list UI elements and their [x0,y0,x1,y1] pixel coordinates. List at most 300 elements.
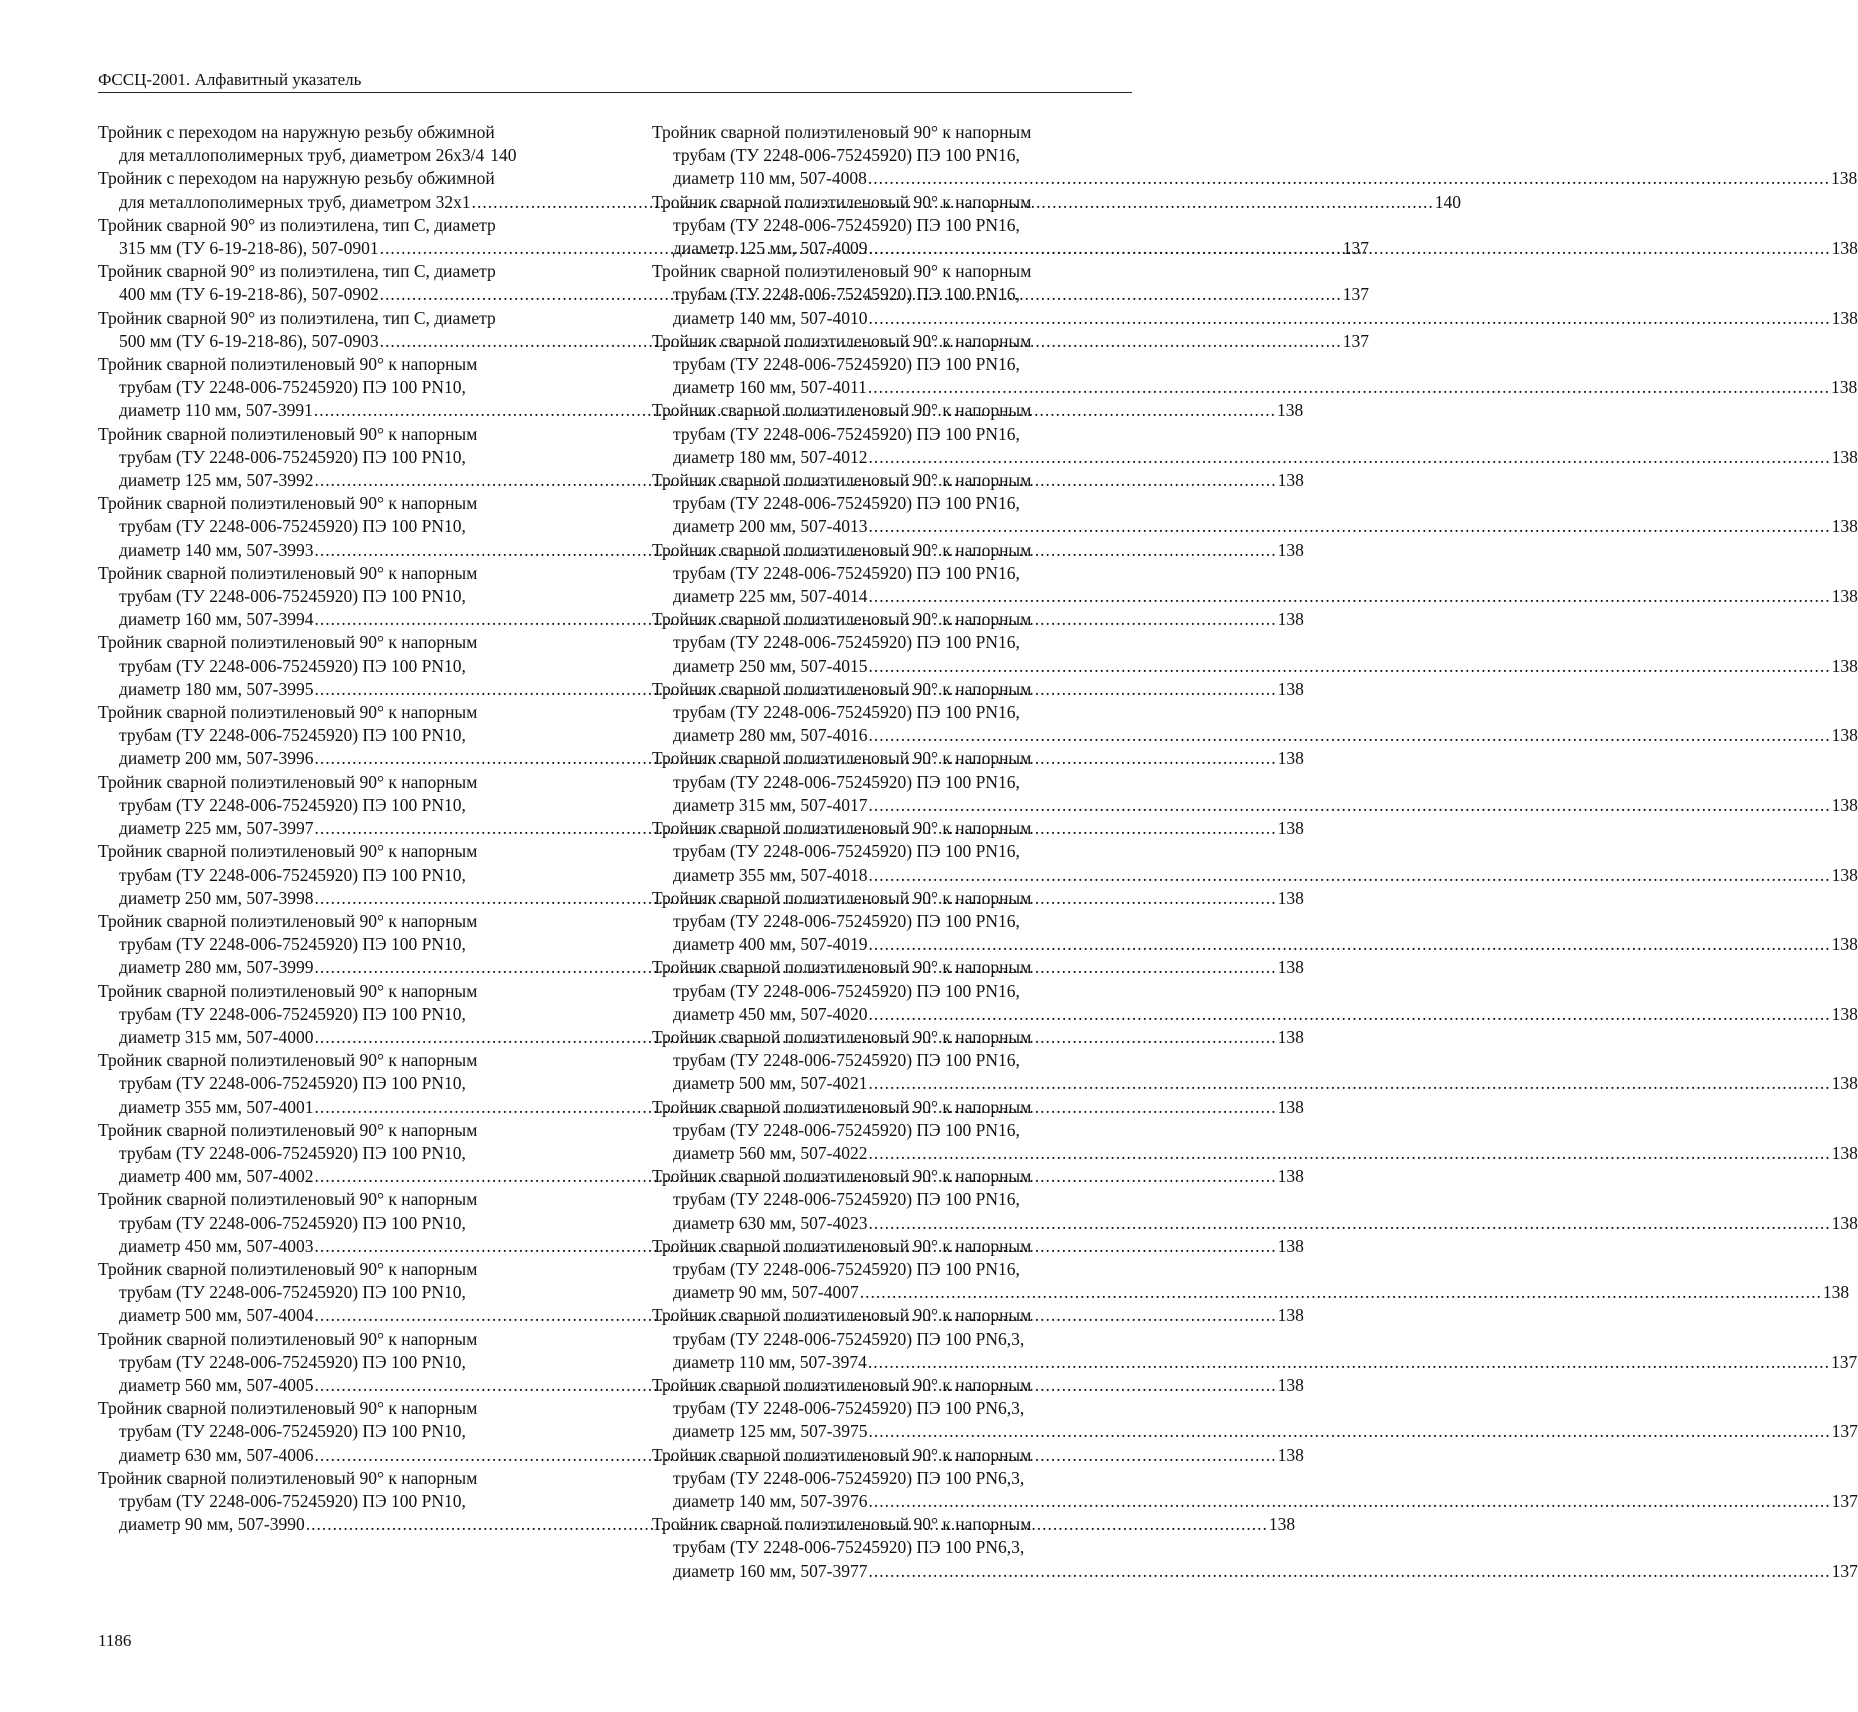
dot-leader [868,724,1830,747]
index-entry-text: диаметр 90 мм, 507-3990 [119,1514,305,1535]
dot-leader [868,1072,1830,1095]
index-entry-text: диаметр 160 мм, 507-3994 [119,609,314,630]
index-entry-text: Тройник сварной полиэтиленовый 90° к напорным [98,702,478,723]
index-entry-text: диаметр 110 мм, 507-3974 [673,1351,867,1372]
index-entry-line [98,353,590,376]
index-entry-text: диаметр 160 мм, 507-4011 [673,377,867,398]
index-entry-text: диаметр 400 мм, 507-4002 [119,1166,314,1187]
index-entry-text: Тройник сварной полиэтиленовый 90° к напорным [98,1398,478,1419]
index-entry-line [98,492,590,515]
index-entry [652,678,1858,748]
index-entry-line [652,1212,1858,1235]
index-entry-line [652,283,1144,306]
index-entry-text: 315 мм (ТУ 6-19-218-86), 507-0901 [119,238,379,259]
index-entry [652,747,1858,817]
index-entry-page: 137 [1830,1351,1858,1372]
index-entry-page: 138 [1830,168,1858,189]
dot-leader [868,1351,1830,1374]
index-entry-text: трубам (ТУ 2248-006-75245920) ПЭ 100 PN16, [673,632,1020,653]
index-entry-page: 140 [490,145,517,166]
index-entry-page: 137 [1342,330,1369,351]
index-entry-text: трубам (ТУ 2248-006-75245920) ПЭ 100 PN10, [119,1212,466,1233]
index-entry-page: 138 [1831,864,1858,885]
index-entry-line [652,1049,1144,1072]
index-entry-page: 138 [1277,539,1304,560]
index-entry-text: Тройник с переходом на наружную резьбу обжимной [98,168,495,189]
index-entry-line [652,1281,1850,1304]
index-entry-page: 138 [1268,1514,1296,1535]
index-entry-line [652,214,1144,237]
index-entry-text: трубам (ТУ 2248-006-75245920) ПЭ 100 PN6,3, [673,1398,1025,1419]
index-entry-text: Тройник с переходом на наружную резьбу обжимной [98,122,495,142]
dot-leader [868,1490,1830,1513]
index-entry-text: Тройник сварной полиэтиленовый 90° к напорным [98,493,478,514]
index-entry-text: Тройник сварной полиэтиленовый 90° к напорным [98,423,478,444]
index-entry-line [652,469,1144,492]
index-entry-line [652,399,1144,422]
index-entry-text: диаметр 280 мм, 507-3999 [119,957,314,978]
index-entry-text: диаметр 400 мм, 507-4019 [673,934,868,955]
index-entry-text: трубам (ТУ 2248-006-75245920) ПЭ 100 PN10, [119,655,466,676]
index-entry-text: Тройник сварной полиэтиленовый 90° к напорным [98,1467,478,1488]
index-entry-page: 138 [1831,725,1858,746]
index-entry-text: Тройник сварной полиэтиленовый 90° к напорным [98,1050,478,1071]
index-entry-line [98,701,590,724]
index-entry-text: трубам (ТУ 2248-006-75245920) ПЭ 100 PN10, [119,1282,466,1303]
index-entry-text: трубам (ТУ 2248-006-75245920) ПЭ 100 PN10, [119,1003,466,1024]
index-entry-line [652,585,1858,608]
index-entry-text: Тройник сварной 90° из полиэтилена, тип С, диаметр [98,261,496,282]
index-entry [652,539,1858,609]
index-entry-line [652,562,1144,585]
index-entry-text: трубам (ТУ 2248-006-75245920) ПЭ 100 PN10, [119,725,466,746]
index-entry-text: Тройник сварной полиэтиленовый 90° к напорным [652,678,1032,699]
index-entry-text: диаметр 315 мм, 507-4000 [119,1026,314,1047]
index-entry-page: 138 [1277,748,1304,769]
index-entry-line [98,214,590,237]
index-entry-line [652,794,1858,817]
page-number: 1186 [98,1631,132,1650]
index-entry-page: 137 [1831,1560,1858,1581]
index-entry-line [652,307,1858,330]
index-entry-line [652,631,1144,654]
index-entry-line [98,1049,590,1072]
index-entry-text: Тройник сварной полиэтиленовый 90° к напорным [652,122,1032,142]
index-entry-line [652,1235,1144,1258]
index-entry-line [652,1374,1144,1397]
index-entry-line [98,167,590,190]
index-entry-text: Тройник сварной полиэтиленовый 90° к напорным [98,562,478,583]
index-entry [652,1235,1850,1305]
index-entry-line [652,539,1144,562]
index-entry-line [652,1397,1144,1420]
index-entry-line [652,1351,1858,1374]
index-entry-text: трубам (ТУ 2248-006-75245920) ПЭ 100 PN10, [119,1351,466,1372]
index-entry-line [98,864,590,887]
dot-leader [868,655,1830,678]
dot-leader [860,1281,1822,1304]
index-entry-text: Тройник сварной полиэтиленовый 90° к напорным [652,191,1032,212]
index-entry-text: диаметр 355 мм, 507-4001 [119,1096,314,1117]
index-entry-page: 138 [1277,1166,1304,1187]
index-entry-text: Тройник сварной полиэтиленовый 90° к напорным [98,354,478,375]
index-entry [652,121,1858,191]
index-entry-text: Тройник сварной полиэтиленовый 90° к напорным [98,1328,478,1349]
index-entry-line [652,1142,1858,1165]
index-entry-text: трубам (ТУ 2248-006-75245920) ПЭ 100 PN16, [673,771,1020,792]
index-entry-text: Тройник сварной полиэтиленовый 90° к напорным [98,980,478,1001]
index-entry-page: 138 [1277,609,1304,630]
index-entry-page: 138 [1822,1282,1850,1303]
index-entry-text: трубам (ТУ 2248-006-75245920) ПЭ 100 PN16, [673,1119,1020,1140]
index-entry-line [652,864,1858,887]
index-entry-text: диаметр 250 мм, 507-3998 [119,887,314,908]
dot-leader [868,1560,1830,1583]
index-entry-text: Тройник сварной полиэтиленовый 90° к напорным [652,261,1032,282]
index-entry-text: трубам (ТУ 2248-006-75245920) ПЭ 100 PN16, [673,284,1020,305]
index-entry [652,1096,1858,1166]
index-entry-text: Тройник сварной полиэтиленовый 90° к напорным [98,1119,478,1140]
index-entry-line [98,1351,590,1374]
index-entry-text: диаметр 315 мм, 507-4017 [673,794,868,815]
index-entry [652,608,1858,678]
index-entry-line [652,701,1144,724]
index-entry-page: 138 [1277,1235,1304,1256]
index-entry-line [98,1212,590,1235]
index-entry-page: 138 [1277,1305,1304,1326]
index-entry-text: Тройник сварной полиэтиленовый 90° к напорным [652,1096,1032,1117]
index-entry-line [98,1119,590,1142]
index-entry-text: Тройник сварной полиэтиленовый 90° к напорным [652,957,1032,978]
index-entry-text: Тройник сварной полиэтиленовый 90° к напорным [652,1514,1032,1535]
index-entry-line [98,585,590,608]
dot-leader [868,237,1830,260]
index-entry-text: Тройник сварной 90° из полиэтилена, тип С, диаметр [98,214,496,235]
index-entry-text: трубам (ТУ 2248-006-75245920) ПЭ 100 PN6,3, [673,1537,1025,1558]
index-entry-line [98,631,590,654]
index-entry-text: диаметр 200 мм, 507-3996 [119,748,314,769]
index-entry-text: диаметр 125 мм, 507-3992 [119,470,314,491]
index-entry-text: для металлополимерных труб, диаметром 26х3/4 [119,145,485,166]
index-entry-line [98,376,590,399]
index-entry-line [652,1536,1144,1559]
header-title: ФССЦ-2001. Алфавитный указатель [98,70,362,89]
index-entry-line [652,1026,1144,1049]
index-entry-line [98,562,590,585]
index-entry-page: 138 [1831,1073,1858,1094]
index-entry-text: Тройник сварной полиэтиленовый 90° к напорным [98,910,478,931]
index-entry-text: 400 мм (ТУ 6-19-218-86), 507-0902 [119,284,379,305]
index-entry-line [652,840,1144,863]
index-entry-line [98,910,590,933]
index-entry-page: 137 [1831,1490,1858,1511]
index-entry-line [652,608,1144,631]
index-entry-text: трубам (ТУ 2248-006-75245920) ПЭ 100 PN16, [673,214,1020,235]
index-entry-line [652,724,1858,747]
index-entry-line [652,1258,1144,1281]
index-entry-text: диаметр 125 мм, 507-4009 [673,238,868,259]
page-header [98,70,1132,93]
index-entry-line [652,887,1144,910]
dot-leader [868,1142,1830,1165]
index-entry-page: 138 [1831,934,1858,955]
index-entry-text: диаметр 140 мм, 507-3976 [673,1490,868,1511]
index-entry-text: трубам (ТУ 2248-006-75245920) ПЭ 100 PN16, [673,354,1020,375]
index-entry-text: Тройник сварной полиэтиленовый 90° к напорным [652,609,1032,630]
index-entry-line [652,1560,1858,1583]
index-entry-line [652,933,1858,956]
index-entry [652,399,1858,469]
index-entry-line [652,1304,1144,1327]
index-entry-line [98,1420,590,1443]
index-entry-text: трубам (ТУ 2248-006-75245920) ПЭ 100 PN10, [119,1142,466,1163]
dot-leader [868,307,1830,330]
index-entry-line [98,724,590,747]
index-entry [652,817,1858,887]
index-entry-text: диаметр 125 мм, 507-3975 [673,1421,868,1442]
index-entry-text: трубам (ТУ 2248-006-75245920) ПЭ 100 PN16, [673,841,1020,862]
index-entry-line [652,121,1144,144]
index-entry [652,956,1858,1026]
index-entry-text: Тройник сварной полиэтиленовый 90° к напорным [652,748,1032,769]
index-entry-text: трубам (ТУ 2248-006-75245920) ПЭ 100 PN16, [673,562,1020,583]
index-entry-text: трубам (ТУ 2248-006-75245920) ПЭ 100 PN10, [119,516,466,537]
index-entry-line [652,1490,1858,1513]
index-entry [652,1165,1858,1235]
index-entry-line [98,144,590,167]
index-entry-text: Тройник сварной полиэтиленовый 90° к напорным [652,330,1032,351]
index-entry-line [652,655,1858,678]
index-entry-text: трубам (ТУ 2248-006-75245920) ПЭ 100 PN10, [119,1073,466,1094]
index-entry-page: 137 [1831,1421,1858,1442]
index-entry-page: 138 [1277,818,1304,839]
index-entry-text: трубам (ТУ 2248-006-75245920) ПЭ 100 PN16, [673,145,1020,166]
index-entry-text: Тройник сварной полиэтиленовый 90° к напорным [652,400,1032,421]
index-entry-page: 138 [1830,377,1858,398]
index-entry-line [652,1003,1858,1026]
index-entry-line [98,1188,590,1211]
index-entry-text: трубам (ТУ 2248-006-75245920) ПЭ 100 PN10, [119,1490,466,1511]
index-entry-text: диаметр 160 мм, 507-3977 [673,1560,868,1581]
index-entry-line [652,956,1144,979]
index-entry-line [98,515,590,538]
index-entry-page: 138 [1831,238,1858,259]
index-entry-line [652,260,1144,283]
index-entry-line [98,794,590,817]
dot-leader [868,933,1830,956]
index-entry-text: трубам (ТУ 2248-006-75245920) ПЭ 100 PN10, [119,1421,466,1442]
index-entry-page: 138 [1276,400,1304,421]
index-entry-text: Тройник сварной полиэтиленовый 90° к напорным [98,1258,478,1279]
index-entry-text: диаметр 140 мм, 507-4010 [673,307,868,328]
index-entry-line [98,446,590,469]
index-entry-line [652,1444,1144,1467]
dot-leader [868,1212,1830,1235]
index-entry [652,469,1858,539]
index-entry-text: диаметр 110 мм, 507-3991 [119,400,313,421]
index-entry-text: диаметр 90 мм, 507-4007 [673,1282,859,1303]
index-entry-text: диаметр 355 мм, 507-4018 [673,864,868,885]
index-entry-text: Тройник сварной полиэтиленовый 90° к напорным [98,1189,478,1210]
index-entry-text: трубам (ТУ 2248-006-75245920) ПЭ 100 PN16, [673,1189,1020,1210]
index-entry-page: 137 [1342,284,1369,305]
index-entry-line [98,307,590,330]
dot-leader [868,446,1830,469]
index-entry [652,1026,1858,1096]
index-entry-text: трубам (ТУ 2248-006-75245920) ПЭ 100 PN16, [673,980,1020,1001]
index-entry-text: Тройник сварной полиэтиленовый 90° к напорным [98,771,478,792]
index-entry-line [652,1467,1144,1490]
index-entry-text: трубам (ТУ 2248-006-75245920) ПЭ 100 PN6,3, [673,1467,1025,1488]
index-entry-page: 138 [1277,1374,1304,1395]
index-entry-line [652,144,1144,167]
index-entry-text: Тройник сварной полиэтиленовый 90° к напорным [652,1026,1032,1047]
index-entry-page: 138 [1277,470,1304,491]
index-entry-line [98,1142,590,1165]
index-entry-line [98,260,590,283]
index-entry-line [98,1072,590,1095]
index-entry-line [652,376,1858,399]
index-entry-text: трубам (ТУ 2248-006-75245920) ПЭ 100 PN16, [673,910,1020,931]
index-entry-line [652,492,1144,515]
index-entry-text: Тройник сварной полиэтиленовый 90° к напорным [652,1166,1032,1187]
index-entry-text: диаметр 500 мм, 507-4021 [673,1073,868,1094]
index-entry-text: трубам (ТУ 2248-006-75245920) ПЭ 100 PN16, [673,1258,1020,1279]
index-entry-line [98,840,590,863]
dot-leader [868,794,1830,817]
index-entry-line [652,446,1858,469]
index-entry-text: трубам (ТУ 2248-006-75245920) ПЭ 100 PN10, [119,446,466,467]
index-entry-text: Тройник сварной полиэтиленовый 90° к напорным [652,1444,1032,1465]
index-entry [652,887,1858,957]
index-entry-line [652,167,1858,190]
index-entry-line [652,1513,1144,1536]
index-entry-line [98,980,590,1003]
index-entry-text: диаметр 450 мм, 507-4003 [119,1235,314,1256]
index-entry-line [652,910,1144,933]
index-entry-text: трубам (ТУ 2248-006-75245920) ПЭ 100 PN6,3, [673,1328,1025,1349]
index-entry-page: 138 [1831,1142,1858,1163]
index-entry-page: 138 [1277,678,1304,699]
index-entry-text: трубам (ТУ 2248-006-75245920) ПЭ 100 PN10, [119,377,466,398]
index-entry-page: 138 [1277,957,1304,978]
index-entry-text: диаметр 560 мм, 507-4005 [119,1374,314,1395]
index-entry-page: 138 [1831,1003,1858,1024]
index-entry-text: диаметр 110 мм, 507-4008 [673,168,867,189]
index-entry-page: 138 [1831,1212,1858,1233]
index-entry-line [652,771,1144,794]
index-entry-text: Тройник сварной полиэтиленовый 90° к напорным [652,1235,1032,1256]
index-entry-line [98,771,590,794]
index-entry-text: диаметр 560 мм, 507-4022 [673,1142,868,1163]
dot-leader [868,864,1830,887]
index-entry-line [652,1072,1858,1095]
dot-leader [868,515,1830,538]
index-entry-text: диаметр 630 мм, 507-4006 [119,1444,314,1465]
dot-leader [868,376,1830,399]
index-entry-line [98,1003,590,1026]
index-entry-text: Тройник сварной полиэтиленовый 90° к напорным [652,539,1032,560]
index-entry-page: 138 [1277,1026,1304,1047]
index-entry-text: диаметр 280 мм, 507-4016 [673,725,868,746]
index-entry-text: трубам (ТУ 2248-006-75245920) ПЭ 100 PN16, [673,493,1020,514]
index-entry-line [98,655,590,678]
index-entry-text: диаметр 225 мм, 507-4014 [673,586,868,607]
dot-leader [868,1420,1830,1443]
index-entry-line [98,1467,590,1490]
index-entry-page: 138 [1277,887,1304,908]
index-entry-text: диаметр 200 мм, 507-4013 [673,516,868,537]
index-entry-line [652,1096,1144,1119]
index-entry-line [652,1165,1144,1188]
index-entry-line [98,1328,590,1351]
index-entry-page: 138 [1831,794,1858,815]
index-entry-line [98,423,590,446]
index-entry-text: трубам (ТУ 2248-006-75245920) ПЭ 100 PN10, [119,934,466,955]
index-entry-page: 138 [1831,516,1858,537]
dot-leader [868,1003,1830,1026]
dot-leader [868,167,1830,190]
index-entry-line [98,1490,590,1513]
index-entry-text: Тройник сварной полиэтиленовый 90° к напорным [652,470,1032,491]
index-entry-line [652,191,1144,214]
index-entry-line [652,330,1144,353]
index-entry-line [98,933,590,956]
index-entry-text: диаметр 450 мм, 507-4020 [673,1003,868,1024]
index-entry-line [98,1258,590,1281]
index-entry-text: диаметр 225 мм, 507-3997 [119,818,314,839]
index-entry-text: Тройник сварной полиэтиленовый 90° к напорным [652,818,1032,839]
index-entry-text: для металлополимерных труб, диаметром 32х1 [119,191,471,212]
index-entry-text: трубам (ТУ 2248-006-75245920) ПЭ 100 PN10, [119,586,466,607]
index-entry-line [652,423,1144,446]
index-entry-text: диаметр 630 мм, 507-4023 [673,1212,868,1233]
index-entry-text: трубам (ТУ 2248-006-75245920) ПЭ 100 PN10, [119,794,466,815]
index-entry-text: диаметр 250 мм, 507-4015 [673,655,868,676]
index-entry-text: диаметр 180 мм, 507-4012 [673,446,868,467]
index-entry-page: 138 [1277,1096,1304,1117]
index-entry-text: диаметр 500 мм, 507-4004 [119,1305,314,1326]
index-entry-text: трубам (ТУ 2248-006-75245920) ПЭ 100 PN16, [673,1050,1020,1071]
index-entry-text: Тройник сварной полиэтиленовый 90° к напорным [652,1374,1032,1395]
index-entry-page: 138 [1277,1444,1304,1465]
index-entry-page: 138 [1831,446,1858,467]
index-entry-page: 138 [1831,307,1858,328]
index-entry-text: Тройник сварной полиэтиленовый 90° к напорным [652,887,1032,908]
index-entry-line [652,980,1144,1003]
index-entry-line [652,353,1144,376]
dot-leader [868,585,1830,608]
index-entry-line [652,515,1858,538]
index-entry-text: Тройник сварной 90° из полиэтилена, тип С, диаметр [98,307,496,328]
index-entry-line [652,747,1144,770]
index-entry-line [652,1420,1858,1443]
index-entry-text: диаметр 180 мм, 507-3995 [119,678,314,699]
index-entry-line [652,817,1144,840]
index-entry-line [652,1188,1144,1211]
index-entry-page: 138 [1831,655,1858,676]
index-entry [98,121,590,167]
index-column-right [652,121,1858,1583]
index-entry-text: трубам (ТУ 2248-006-75245920) ПЭ 100 PN16, [673,423,1020,444]
index-entry-line [98,1281,590,1304]
index-entry-line [652,1119,1144,1142]
index-entry-text: Тройник сварной полиэтиленовый 90° к напорным [98,632,478,653]
index-entry-text: Тройник сварной полиэтиленовый 90° к напорным [652,1305,1032,1326]
index-entry-line [98,121,590,144]
index-entry-line [98,1397,590,1420]
index-entry-page: 137 [1342,238,1369,259]
